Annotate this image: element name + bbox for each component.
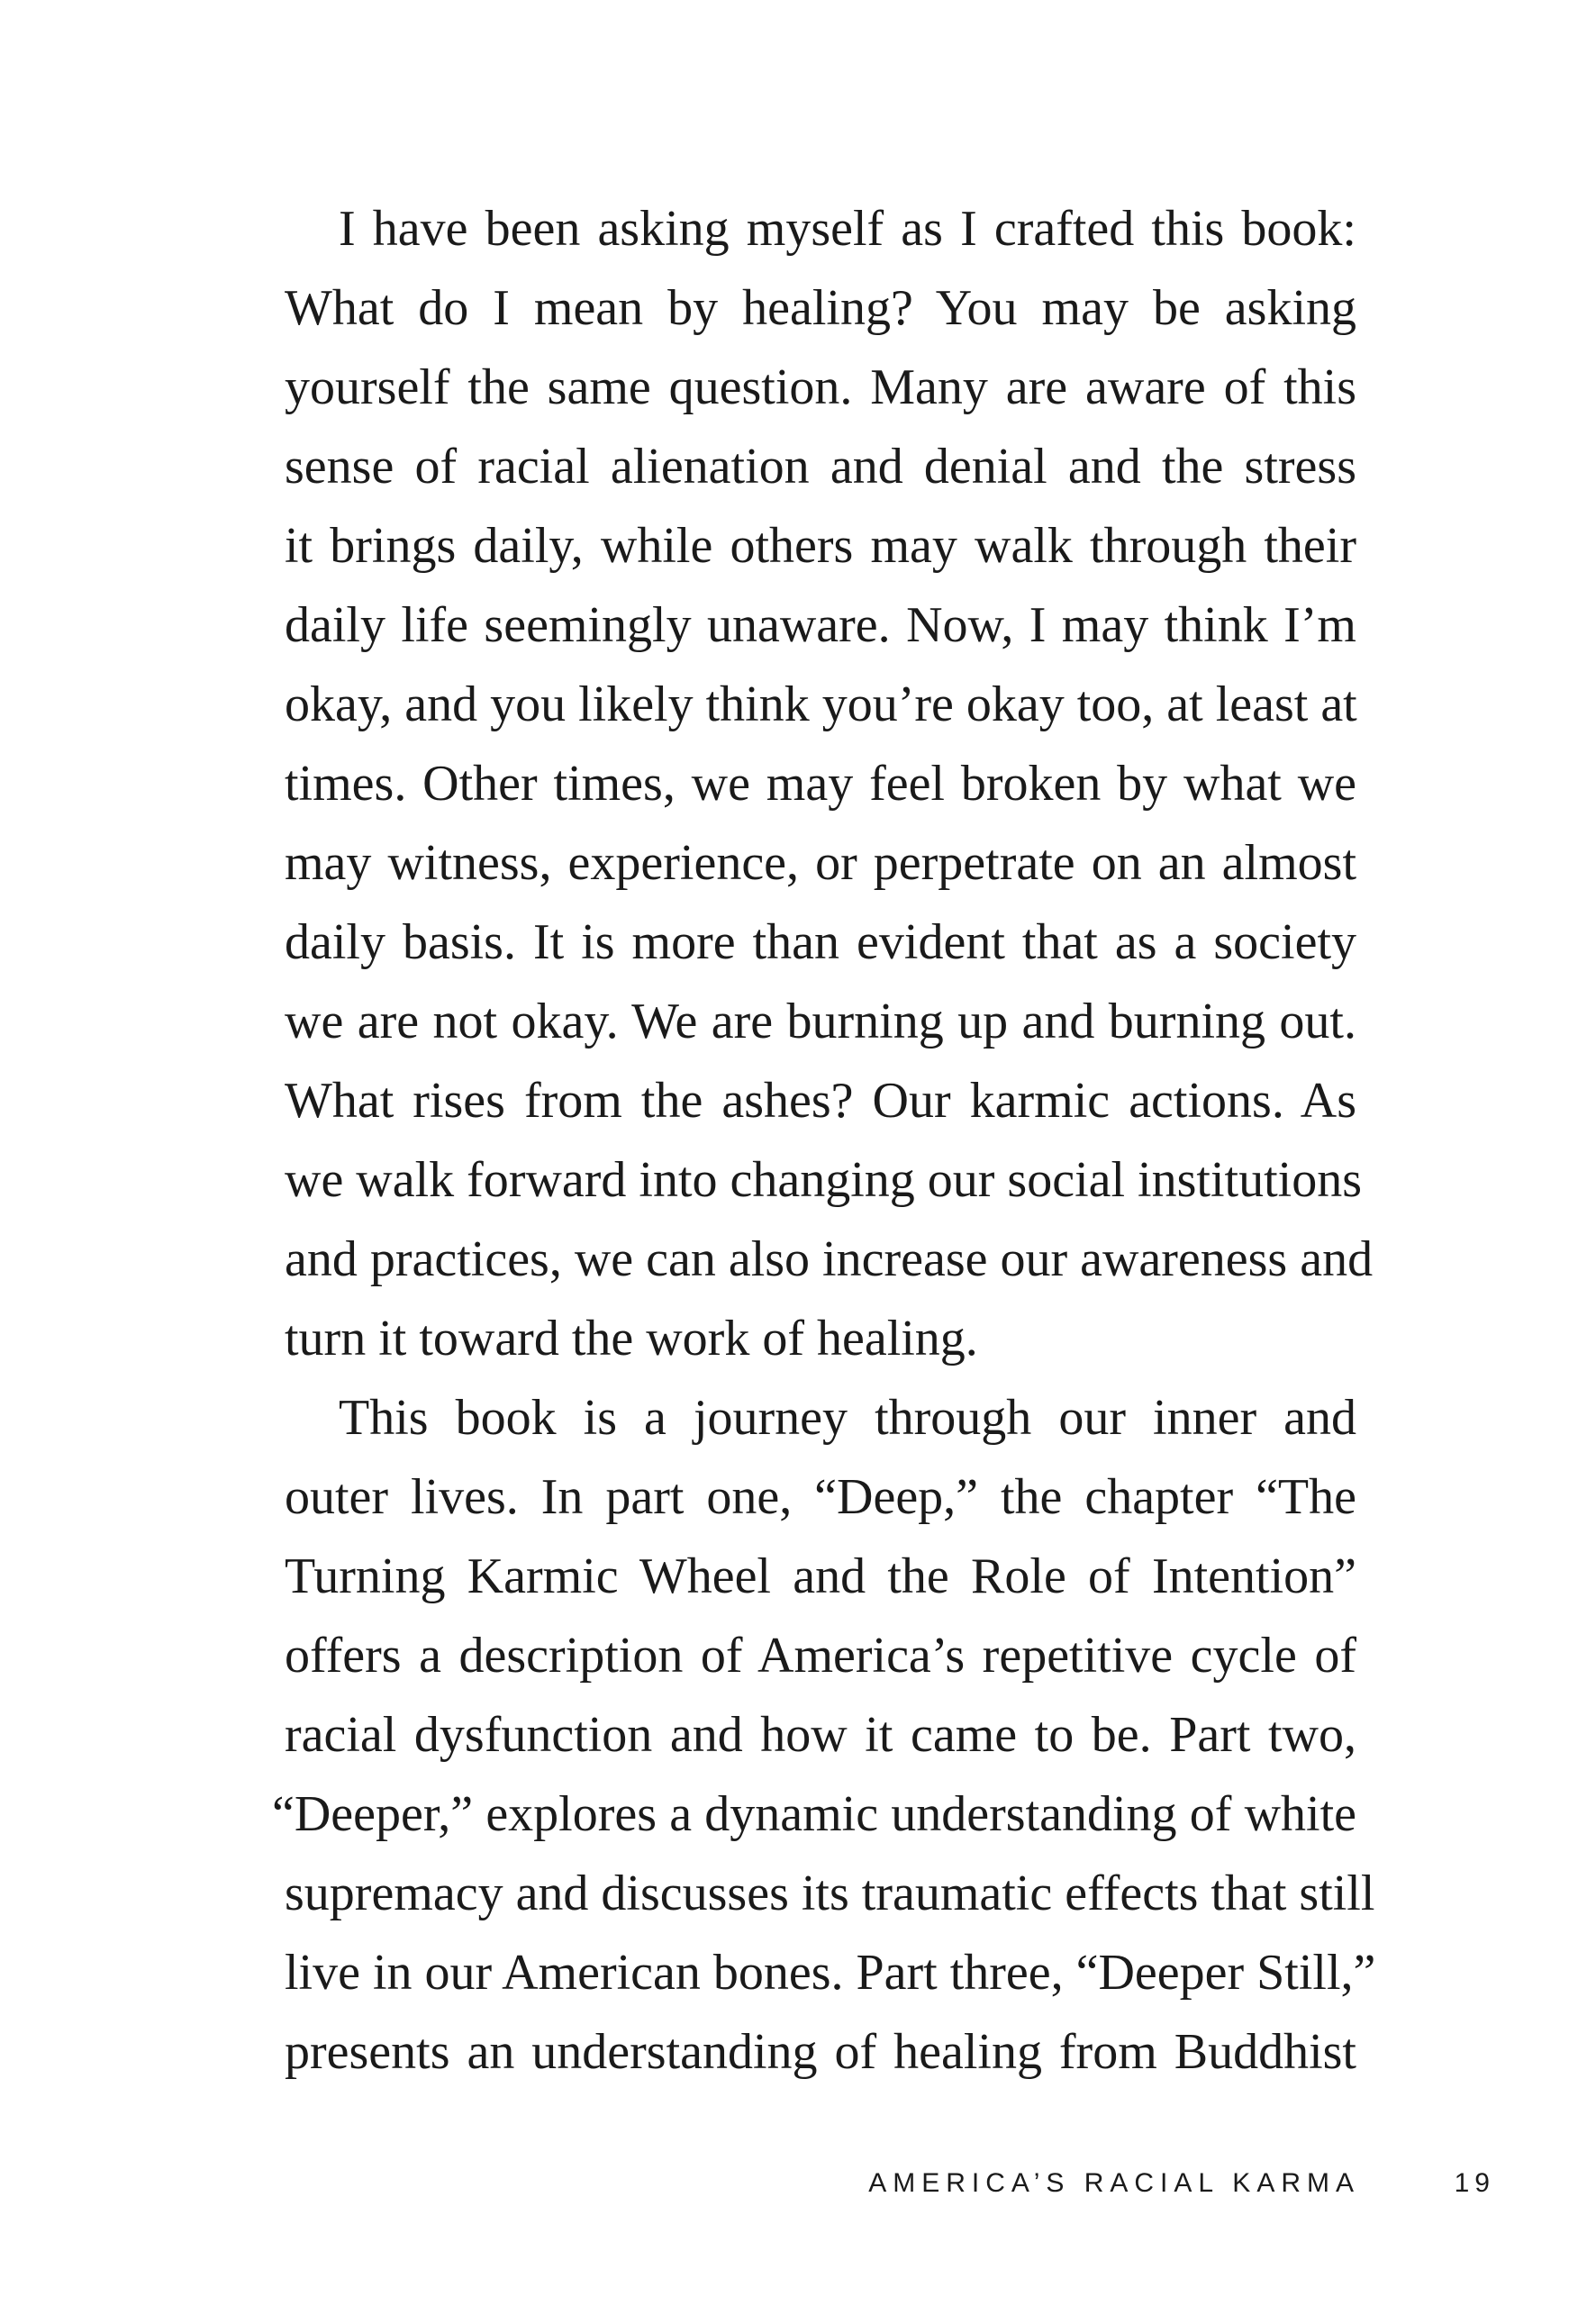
text-line: yourself the same question. Many are aware of this xyxy=(285,359,1356,415)
text-line: okay, and you likely think you’re okay too, at least at xyxy=(285,676,1357,732)
page-number: 19 xyxy=(1454,2168,1495,2198)
text-line: presents an understanding of healing from Buddhist xyxy=(285,2024,1356,2080)
text-line: times. Other times, we may feel broken by what we xyxy=(285,756,1356,812)
text-line: we are not okay. We are burning up and burning out. xyxy=(285,994,1356,1049)
text-line: I have been asking myself as I crafted this book: xyxy=(339,201,1356,257)
body-text xyxy=(272,189,1376,2092)
running-head: AMERICA’S RACIAL KARMA xyxy=(868,2168,1360,2198)
paragraph-1 xyxy=(285,189,1374,1378)
paragraph-2 xyxy=(272,1378,1376,2092)
text-line: Turning Karmic Wheel and the Role of Intention” xyxy=(285,1548,1356,1604)
text-line: turn it toward the work of healing. xyxy=(285,1311,978,1366)
text-line: may witness, experience, or perpetrate on an almost xyxy=(285,835,1356,891)
text-line: we walk forward into changing our social institutions xyxy=(285,1152,1362,1208)
text-line: daily life seemingly unaware. Now, I may think I’m xyxy=(285,597,1356,653)
text-line: it brings daily, while others may walk through their xyxy=(285,518,1356,574)
text-line: supremacy and discusses its traumatic effects that still xyxy=(285,1866,1375,1921)
text-line: What rises from the ashes? Our karmic actions. As xyxy=(285,1073,1356,1129)
text-line: offers a description of America’s repetitive cycle of xyxy=(285,1628,1356,1684)
text-line: outer lives. In part one, “Deep,” the chapter “The xyxy=(285,1469,1356,1525)
page-footer xyxy=(0,2165,1596,2202)
text-line: What do I mean by healing? You may be asking xyxy=(285,280,1356,336)
text-line: live in our American bones. Part three, “Deeper Still,” xyxy=(285,1945,1376,2001)
text-line: This book is a journey through our inner and xyxy=(339,1390,1356,1446)
text-line: daily basis. It is more than evident that as a society xyxy=(285,914,1356,970)
text-line: racial dysfunction and how it came to be. Part two, xyxy=(285,1707,1356,1763)
text-line: sense of racial alienation and denial and the stress xyxy=(285,439,1356,495)
text-line: “Deeper,” explores a dynamic understanding of white xyxy=(272,1786,1356,1842)
text-line: and practices, we can also increase our awareness and xyxy=(285,1231,1374,1287)
